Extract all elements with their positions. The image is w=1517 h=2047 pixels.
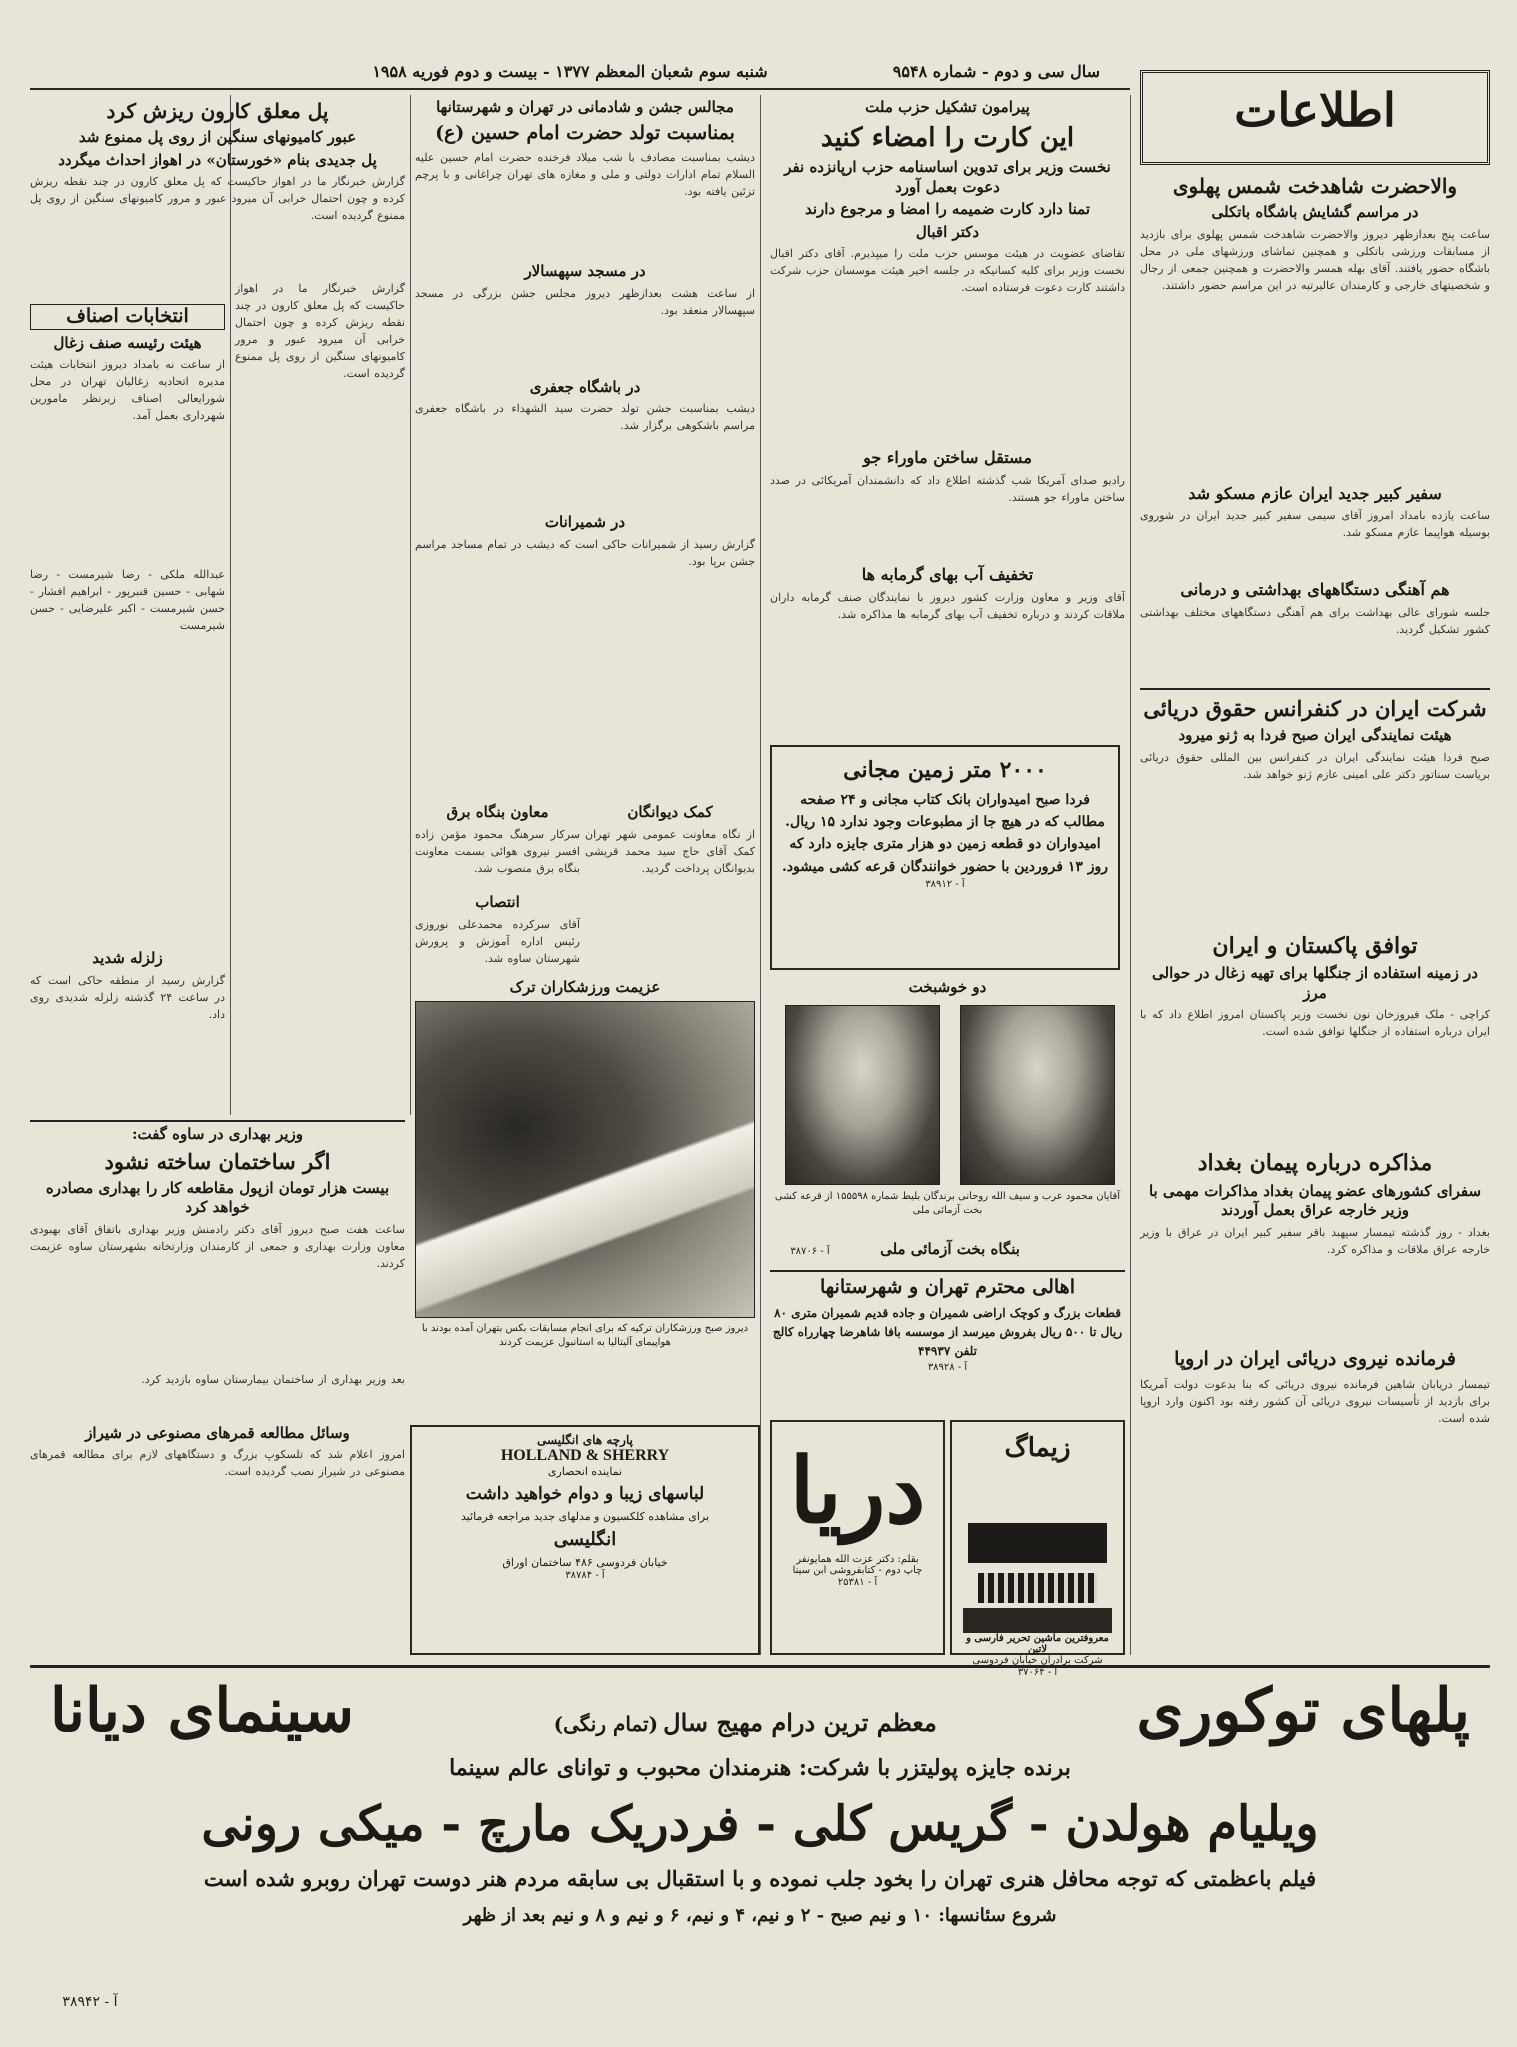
bridge-body-continued: گزارش خبرنگار ما در اهواز حاکیست که پل معلق کارون در چند نقطه ریزش کرده و چون احتمال خرابی آن میرود عبور و مرور کامیونهای سنگین از روی پل ممنوع گردیده است. <box>235 282 405 381</box>
royal-subhead: در مراسم گشایش باشگاه باتکلی <box>1211 203 1419 221</box>
darya-line2: چاپ دوم - کتابفروشی ابن سینا <box>792 1565 923 1576</box>
holland-line3: لباسهای زیبا و دوام خواهید داشت <box>465 1484 705 1504</box>
pakistan-body: کراچی - ملک فیروزخان نون نخست وزیر پاکستان امروز اطلاع داد که با ایران درباره استفاده از جنگلها توافق شده است. <box>1140 1008 1490 1039</box>
baghdad-body: بغداد - روز گذشته تیمسار سپهبد باقر سفیر کبیر ایران در عراق با وزیر خارجه عراق ملاقات و مذاکره کرد. <box>1140 1225 1490 1256</box>
holland-sherry-ad <box>410 1425 760 1655</box>
lottery-headline: دو خوشبخت <box>908 978 987 996</box>
land-ad <box>770 745 1120 970</box>
masthead-title: اطلاعات <box>1234 83 1396 137</box>
notice-code: آ - ۳۸۹۲۸ <box>927 1362 968 1374</box>
help-headline: کمک دیوانگان <box>627 803 713 821</box>
winner-photo-2 <box>785 1005 940 1185</box>
darya-title: دریا <box>789 1438 926 1544</box>
appoint-body: آقای سرکرده محمدعلی نوروزی رئیس اداره آموزش و پرورش شهرستان ساوه شد. <box>415 917 580 965</box>
film-tagline <box>554 1708 937 1737</box>
column-rule <box>760 95 761 1655</box>
showtimes: شروع سئانسها: ۱۰ و نیم صبح - ۲ و نیم، ۴ و نیم، ۶ و نیم و ۸ و نیم بعد از ظهر <box>463 1905 1057 1927</box>
column-rule <box>1130 95 1131 1655</box>
lottery-caption: آقایان محمود عرب و سیف الله روحانی برندگان بلیط شماره ۱۵۵۵۹۸ از قرعه کشی بخت آزمائی ملی <box>774 1191 1121 1216</box>
health-article-headline: اگر ساختمان ساخته نشود <box>104 1148 331 1174</box>
holland-code: آ - ۳۸۷۸۴ <box>565 1570 605 1581</box>
cinema-name: سینمای دیانا <box>50 1676 354 1746</box>
holland-addr: خیابان فردوسی ۴۸۶ ساختمان اوراق <box>502 1556 668 1569</box>
land-notice <box>770 1270 1125 1420</box>
party-column <box>770 95 1125 735</box>
deputy-body: سرکار سرهنگ محمود مؤمن زاده افسر نیروی هوائی بسمت معاونت بنگاه برق منصوب شد. <box>415 827 580 875</box>
holland-line2: نماینده انحصاری <box>547 1465 623 1478</box>
land-ad-code: آ - ۳۸۹۱۲ <box>925 879 965 891</box>
shemiran-body: گزارش رسید از شمیرانات حاکی است که دیشب در تمام مساجد مراسم جشن برپا بود. <box>415 537 755 568</box>
party-body: تقاضای عضویت در هیئت موسس حزب ملت را میپذیرم. آقای دکتر اقبال نخست وزیر برای کلیه کسانیکه در جلسه اخیر هیئت موسسان حزب شرکت داشتند کارت دعوت فرستاده است. <box>770 247 1125 295</box>
zimag-line2: شرکت برادران خیابان فردوسی <box>972 1654 1103 1666</box>
elections-article <box>30 300 225 1110</box>
health-headline: هم آهنگی دستگاههای بهداشتی و درمانی <box>1180 580 1450 600</box>
navy-body: تیمسار دریابان شاهین فرمانده نیروی دریائی که بنا بدعوت دولت آمریکا برای بازدید از تأسیسات نیروی دریائی آن کشور رفته بود اکنون وارد اروپا شده است. <box>1140 1377 1490 1425</box>
festival-prehead: مجالس جشن و شادمانی در تهران و شهرستانها <box>436 98 734 116</box>
photo-section <box>415 975 755 1385</box>
zimag-code: آ - ۳۷۰۶۴ <box>1017 1666 1058 1678</box>
pakistan-headline: توافق پاکستان و ایران <box>1212 932 1418 959</box>
darya-ad <box>770 1420 945 1655</box>
deputy-box <box>415 800 580 885</box>
health-article-subhead: بیست هزار تومان ازپول مقاطعه کار را بهداری مصادره خواهد کرد <box>45 1178 390 1217</box>
darya-code: آ - ۲۵۳۸۱ <box>837 1577 878 1588</box>
help-box <box>585 800 755 970</box>
conference-headline: شرکت ایران در کنفرانس حقوق دریائی <box>1140 688 1490 722</box>
right-column <box>1140 170 1490 1650</box>
party-signer: دکتر اقبال <box>915 222 980 241</box>
health-body: جلسه شورای عالی بهداشت برای هم آهنگی دستگاههای مختلف بهداشتی کشور تشکیل گردید. <box>1140 606 1490 637</box>
health-prehead: وزیر بهداری در ساوه گفت: <box>131 1125 304 1143</box>
lottery-code: آ - ۳۸۷۰۶ <box>790 1246 830 1257</box>
deputy-headline: معاون بنگاه برق <box>446 803 549 821</box>
photo-caption: دیروز صبح ورزشکاران ترکیه که برای انجام مسابقات بکس بتهران آمده بودند با هواپیمای آلیتالیا به استانبول عزیمت کردند <box>421 1322 749 1348</box>
royal-headline: والاحضرت شاهدخت شمس پهلوی <box>1172 174 1458 198</box>
conference-body: صبح فردا هیئت نمایندگی ایران در کنفرانس بین المللی حقوق دریائی بریاست سناتور دکتر علی امینی عازم ژنو خواهد شد. <box>1140 750 1490 781</box>
holland-line1: پارچه های انگلیسی <box>537 1433 633 1447</box>
dateline: شنبه سوم شعبان المعظم ۱۳۷۷ - بیست و دوم فوریه ۱۹۵۸ <box>372 62 768 81</box>
shemiran-headline: در شمیرانات <box>544 513 626 532</box>
photo-headline: عزیمت ورزشکاران ترک <box>509 978 661 996</box>
cinema-ad <box>30 1665 1490 2035</box>
bath-headline: تخفیف آب بهای گرمابه ها <box>861 564 1034 584</box>
quake-headline: زلزله شدید <box>92 949 163 968</box>
cinema-title-row <box>30 1668 1490 1746</box>
winner-photo-1 <box>960 1005 1115 1185</box>
film-title: پلهای توکوری <box>1136 1676 1470 1746</box>
water-headline: مستقل ساختن ماوراء جو <box>863 448 1032 467</box>
bridge-headline: پل معلق کارون ریزش کرد <box>106 99 329 123</box>
conference-subhead: هیئت نمایندگی ایران صبح فردا به ژنو میرود <box>1178 726 1452 745</box>
water-body: رادیو صدای آمریکا شب گذشته اطلاع داد که دانشمندان آمریکائی در صدد ساختن ماوراء جو هستند. <box>770 473 1125 504</box>
masthead-box <box>1140 70 1490 165</box>
study-body: امروز اعلام شد که تلسکوپ بزرگ و دستگاههای لازم برای مطالعه قمرهای مصنوعی در شیراز نصب گردیده است. <box>30 1448 405 1479</box>
study-headline: وسائل مطالعه قمرهای مصنوعی در شیراز <box>85 1423 350 1442</box>
athletes-photo <box>415 1001 755 1318</box>
film-color-note: (تمام رنگی) <box>553 1712 659 1736</box>
club-body: دیشب بمناسبت جشن تولد حضرت سید الشهداء در باشگاه جعفری مراسم باشکوهی برگزار شد. <box>415 402 755 433</box>
land-ad-title: ۲۰۰۰ متر زمین مجانی <box>843 757 1047 783</box>
pakistan-subhead: در زمینه استفاده از جنگلها برای تهیه زغال در حوالی مرز <box>1152 964 1478 1002</box>
appoint-headline: انتصاب <box>475 893 520 911</box>
zimag-name: زیماگ <box>1004 1433 1071 1463</box>
navy-headline: فرمانده نیروی دریائی ایران در اروپا <box>1174 1347 1456 1370</box>
darya-line1: بقلم: دکتر عزت الله همایونفر <box>796 1554 919 1565</box>
holland-shop: انگلیسی <box>553 1529 617 1550</box>
zimag-ad <box>950 1420 1125 1678</box>
mosque-headline: در مسجد سپهسالار <box>524 262 646 281</box>
festival-headline: بمناسبت تولد حضرت امام حسین (ع) <box>435 121 735 144</box>
elections-body: از ساعت نه بامداد دیروز انتخابات هیئت مدیره اتحادیه زغالیان تهران در محل شورایعالی اصناف زیرنظر مامورین شهرداری بعمل آمد. <box>30 358 225 423</box>
notice-body: قطعات بزرگ و کوچک اراضی شمیران و جاده قدیم شمیران متری ۸۰ ریال تا ۵۰۰ ریال بفروش میرسد از موسسه بافا شاهرضا چهارراه کالج تلفن ۴۴۹۳۷ <box>772 1305 1123 1359</box>
bridge-body: گزارش خبرنگار ما در اهواز حاکیست که پل معلق کارون در چند نقطه ریزش کرده و چون احتمال خرابی آن میرود عبور و مرور کامیونهای سنگین از روی پل ممنوع گردیده است. <box>30 175 405 223</box>
help-body: از نگاه معاونت عمومی شهر تهران کمک آقای حاج سید محمد قریشی بدیوانگان پرداخت گردید. <box>585 827 755 875</box>
elections-headline: انتخابات اصناف <box>30 304 225 330</box>
festival-body: دیشب بمناسبت مصادف با شب میلاد فرخنده حضرت امام حسین علیه السلام تمام ادارات دولتی و ملی و مغازه های تهران چراغانی و با پرچم تزئین یافته بود. <box>415 151 755 199</box>
header-rule <box>30 88 1130 90</box>
party-subhead: نخست وزیر برای تدوین اساسنامه حزب ارپانزده نفر دعوت بعمل آورد <box>784 158 1111 196</box>
holland-line4: برای مشاهده کلکسیون و مدلهای جدید مراجعه فرمائید <box>460 1510 710 1523</box>
zimag-line1: معروفترین ماشین تحریر فارسی و لاتین <box>966 1632 1109 1655</box>
cast-line: ویلیام هولدن - گریس کلی - فردریک مارچ - میکی رونی <box>201 1795 1319 1852</box>
film-tagline-text: معظم ترین درام مهیج سال <box>663 1708 937 1737</box>
bridge-subhead: عبور کامیونهای سنگین از روی پل ممنوع شد <box>78 128 357 146</box>
cinema-ad-code: آ - ۳۸۹۴۲ <box>62 1994 118 2010</box>
typewriter-image <box>958 1463 1117 1633</box>
royal-body: ساعت پنج بعدازظهر دیروز والاحضرت شاهدخت شمس پهلوی برای بازدید از مسابقات ورزشی باتکلی و همچنین تماشای ورزشهای ملی در محل باشگاه حضور یافتند. آقای بهله همسر والاحضرت و همچنین جمعی از رجال و شخصیتهای خارجی و کارمندان عالیرتبه در این مراسم حضور داشتند. <box>1140 227 1490 292</box>
party-headline: این کارت را امضاء کنید <box>820 122 1075 153</box>
issue-number: سال سی و دوم - شماره ۹۵۴۸ <box>892 62 1100 81</box>
party-note: تمنا دارد کارت ضمیمه را امضا و مرجوع دارند <box>804 200 1091 218</box>
health-article-body-2: بعد وزیر بهداری از ساختمان بیمارستان ساوه بازدید کرد. <box>141 1372 405 1386</box>
appoint-box <box>415 890 580 970</box>
notice-headline: اهالی محترم تهران و شهرستانها <box>820 1276 1075 1298</box>
club-headline: در باشگاه جعفری <box>529 377 641 396</box>
baghdad-headline: مذاکره درباره پیمان بغداد <box>1197 1150 1433 1177</box>
bridge-subhead-2: پل جدیدی بنام «خورستان» در اهواز احداث میگردد <box>58 150 377 169</box>
lottery-footer: بنگاه بخت آزمائی ملی <box>880 1240 1020 1258</box>
middle-column <box>415 95 755 655</box>
health-article-body: ساعت هفت صبح دیروز آقای دکتر رادمنش وزیر بهداری باتفاق آقای بهبودی معاون وزارت بهداری و جمعی از کارمندان وزارتخانه بشهرستان ساوه عزیمت کردند. <box>30 1222 405 1270</box>
elections-names: عبدالله ملکی - رضا شیرمست - رضا شهابی - حسین قنبرپور - ابراهیم افشار - حسن شیرمست - اکبر علیرضایی - حسن شیرمست <box>30 568 225 633</box>
health-minister-article <box>30 1120 405 1510</box>
ambassador-body: ساعت یازده بامداد امروز آقای سیمی سفیر کبیر جدید ایران در شوروی بوسیله هواپیما عازم مسکو شد. <box>1140 509 1490 540</box>
mosque-body: از ساعت هشت بعدازظهر دیروز مجلس جشن بزرگی در مسجد سپهسالار منعقد بود. <box>415 286 755 317</box>
elections-subhead: هیئت رئیسه صنف زغال <box>53 333 202 352</box>
party-prehead: پیرامون تشکیل حزب ملت <box>865 98 1030 116</box>
quake-body: گزارش رسید از منطقه حاکی است که در ساعت ۲۴ گذشته زلزله شدیدی روی داد. <box>30 973 225 1021</box>
column-rule <box>410 95 411 1115</box>
film-description: فیلم باعظمتی که توجه محافل هنری تهران را بخود جلب نموده و با استقبال بی سابقه مردم هنر دوست تهران روبرو شده است <box>203 1865 1317 1891</box>
bridge-article <box>30 95 405 270</box>
bridge-continued <box>235 280 405 1110</box>
lottery-section <box>770 975 1125 1265</box>
bath-body: آقای وزیر و معاون وزارت کشور دیروز با نمایندگان صنف گرمابه داران ملاقات کردند و درباره تخفیف آب بهای گرمابه ها مذاکره شد. <box>770 590 1125 621</box>
ambassador-headline: سفیر کبیر جدید ایران عازم مسکو شد <box>1188 483 1442 503</box>
baghdad-subhead: سفرای کشورهای عضو پیمان بغداد مذاکرات مهمی با وزیر خارجه عراق بعمل آوردند <box>1148 1181 1482 1220</box>
holland-brand: HOLLAND & SHERRY <box>500 1447 670 1464</box>
land-ad-body: فردا صبح امیدواران بانک کتاب مجانی و ۲۴ صفحه مطالب که در هیچ جا از مطبوعات وجود ندارد ۱۵ ریال. امیدواران دو قطعه زمین دو هزار متری جایزه دارد که روز ۱۳ فروردین با حضور خوانندگان قرعه کشی میشود. <box>781 791 1109 875</box>
award-line: برنده جایزه پولیتزر با شرکت: هنرمندان محبوب و توانای عالم سینما <box>449 1755 1071 1781</box>
